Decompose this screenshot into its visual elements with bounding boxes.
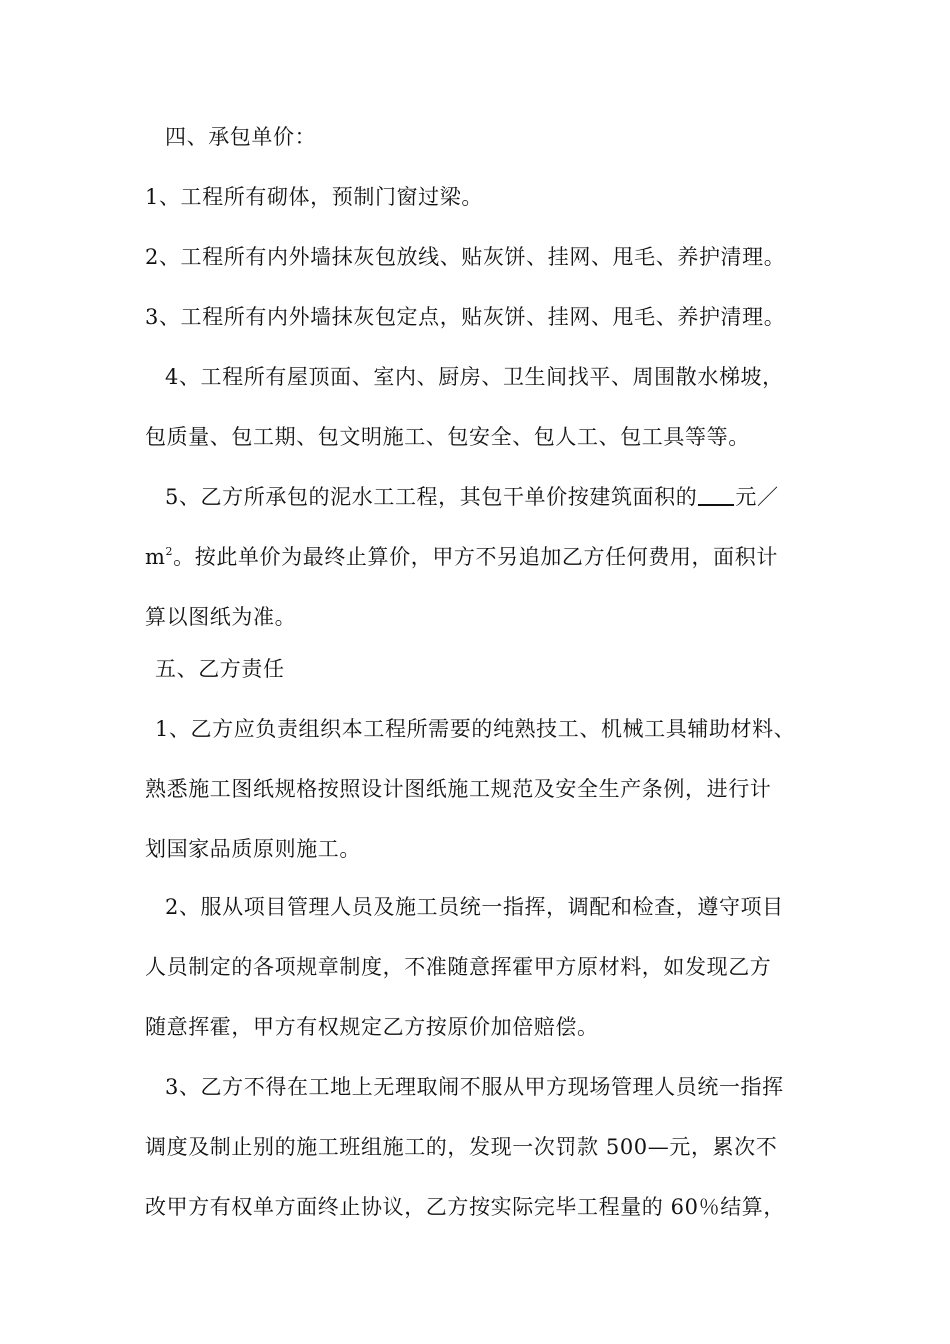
section-4-item-5-line-3: 算以图纸为准。 <box>145 605 297 629</box>
section-4-item-4-line-1: 4、工程所有屋顶面、室内、厨房、卫生间找平、周围散水梯坡， <box>165 365 784 389</box>
item-5-text-a: 5、乙方所承包的泥水工工程，其包干单价按建筑面积的 <box>165 485 698 509</box>
section-5-item-1-line-1: 1、乙方应负责组织本工程所需要的纯熟技工、机械工具辅助材料、 <box>155 717 796 741</box>
section-5-item-3-line-1: 3、乙方不得在工地上无理取闹不服从甲方现场管理人员统一指挥 <box>165 1075 784 1099</box>
item-5-text-b: 元／ <box>735 485 779 509</box>
section-5-item-3-line-3: 改甲方有权单方面终止协议，乙方按实际完毕工程量的 60％结算， <box>145 1195 785 1219</box>
section-5-item-1-line-2: 熟悉施工图纸规格按照设计图纸施工规范及安全生产条例，进行计 <box>145 777 772 801</box>
section-5-item-3-line-2: 调度及制止别的施工班组施工的，发现一次罚款 500—元，累次不 <box>145 1135 778 1159</box>
section-4-item-5-line-1 <box>165 483 779 511</box>
price-blank-field <box>698 484 734 506</box>
section-4-item-3: 3、工程所有内外墙抹灰包定点，贴灰饼、挂网、甩毛、养护清理。 <box>145 305 786 329</box>
section-5-heading: 五、乙方责任 <box>155 657 285 681</box>
section-5-item-2-line-3: 随意挥霍，甲方有权规定乙方按原价加倍赔偿。 <box>145 1015 599 1039</box>
item-5-line-2-text: 。按此单价为最终止算价，甲方不另追加乙方任何费用，面积计 <box>173 545 778 569</box>
section-4-item-4-line-2: 包质量、包工期、包文明施工、包安全、包人工、包工具等等。 <box>145 425 750 449</box>
section-5-item-2-line-1: 2、服从项目管理人员及施工员统一指挥，调配和检查，遵守项目 <box>165 895 784 919</box>
unit-superscript: 2 <box>165 545 174 558</box>
section-4-heading: 四、承包单价： <box>165 125 317 149</box>
section-4-item-1: 1、工程所有砌体，预制门窗过梁。 <box>145 185 483 209</box>
unit-m: m <box>145 545 166 569</box>
section-5-item-1-line-3: 划国家品质原则施工。 <box>145 837 361 861</box>
section-4-item-5-line-2 <box>145 543 778 571</box>
section-4-item-2: 2、工程所有内外墙抹灰包放线、贴灰饼、挂网、甩毛、养护清理。 <box>145 245 786 269</box>
section-5-item-2-line-2: 人员制定的各项规章制度，不准随意挥霍甲方原材料，如发现乙方 <box>145 955 772 979</box>
